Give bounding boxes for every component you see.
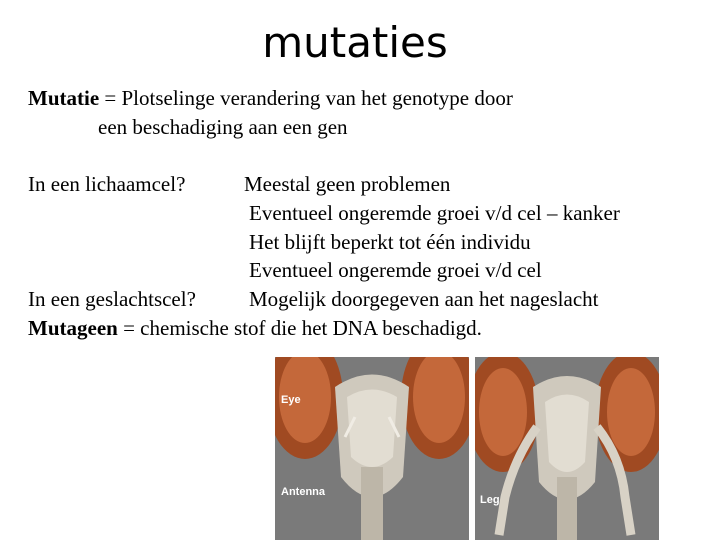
body-cell-answer: Eventueel ongeremde groei v/d cel – kanker [249, 201, 620, 225]
germ-cell-answer: Mogelijk doorgegeven aan het nageslacht [249, 287, 599, 311]
leg-label: Leg [480, 494, 500, 506]
body-cell-answer: Eventueel ongeremde groei v/d cel [249, 258, 542, 282]
definition-text: = Plotselinge verandering van het genotype door [99, 86, 513, 110]
mutagen-line [28, 314, 482, 342]
mutagen-term: Mutageen [28, 316, 118, 340]
body-cell-answer: Het blijft beperkt tot één individu [249, 230, 531, 254]
fly-photo-mutant [475, 357, 659, 540]
definition-line-1 [28, 84, 513, 112]
germ-cell-question: In een geslachtscel? [28, 287, 196, 311]
mutagen-text: = chemische stof die het DNA beschadigd. [117, 316, 482, 340]
body-cell-answer: Meestal geen problemen [244, 172, 451, 196]
body-cell-question: In een lichaamcel? [28, 172, 186, 196]
fly-normal-illustration [275, 357, 469, 540]
eye-label: Eye [281, 394, 301, 406]
slide-title: mutaties [262, 18, 448, 67]
definition-term: Mutatie [28, 86, 100, 110]
fly-mutant-illustration [475, 357, 659, 540]
definition-line-2: een beschadiging aan een gen [98, 115, 348, 139]
fly-photo-normal [275, 357, 469, 540]
antenna-label: Antenna [281, 486, 325, 498]
